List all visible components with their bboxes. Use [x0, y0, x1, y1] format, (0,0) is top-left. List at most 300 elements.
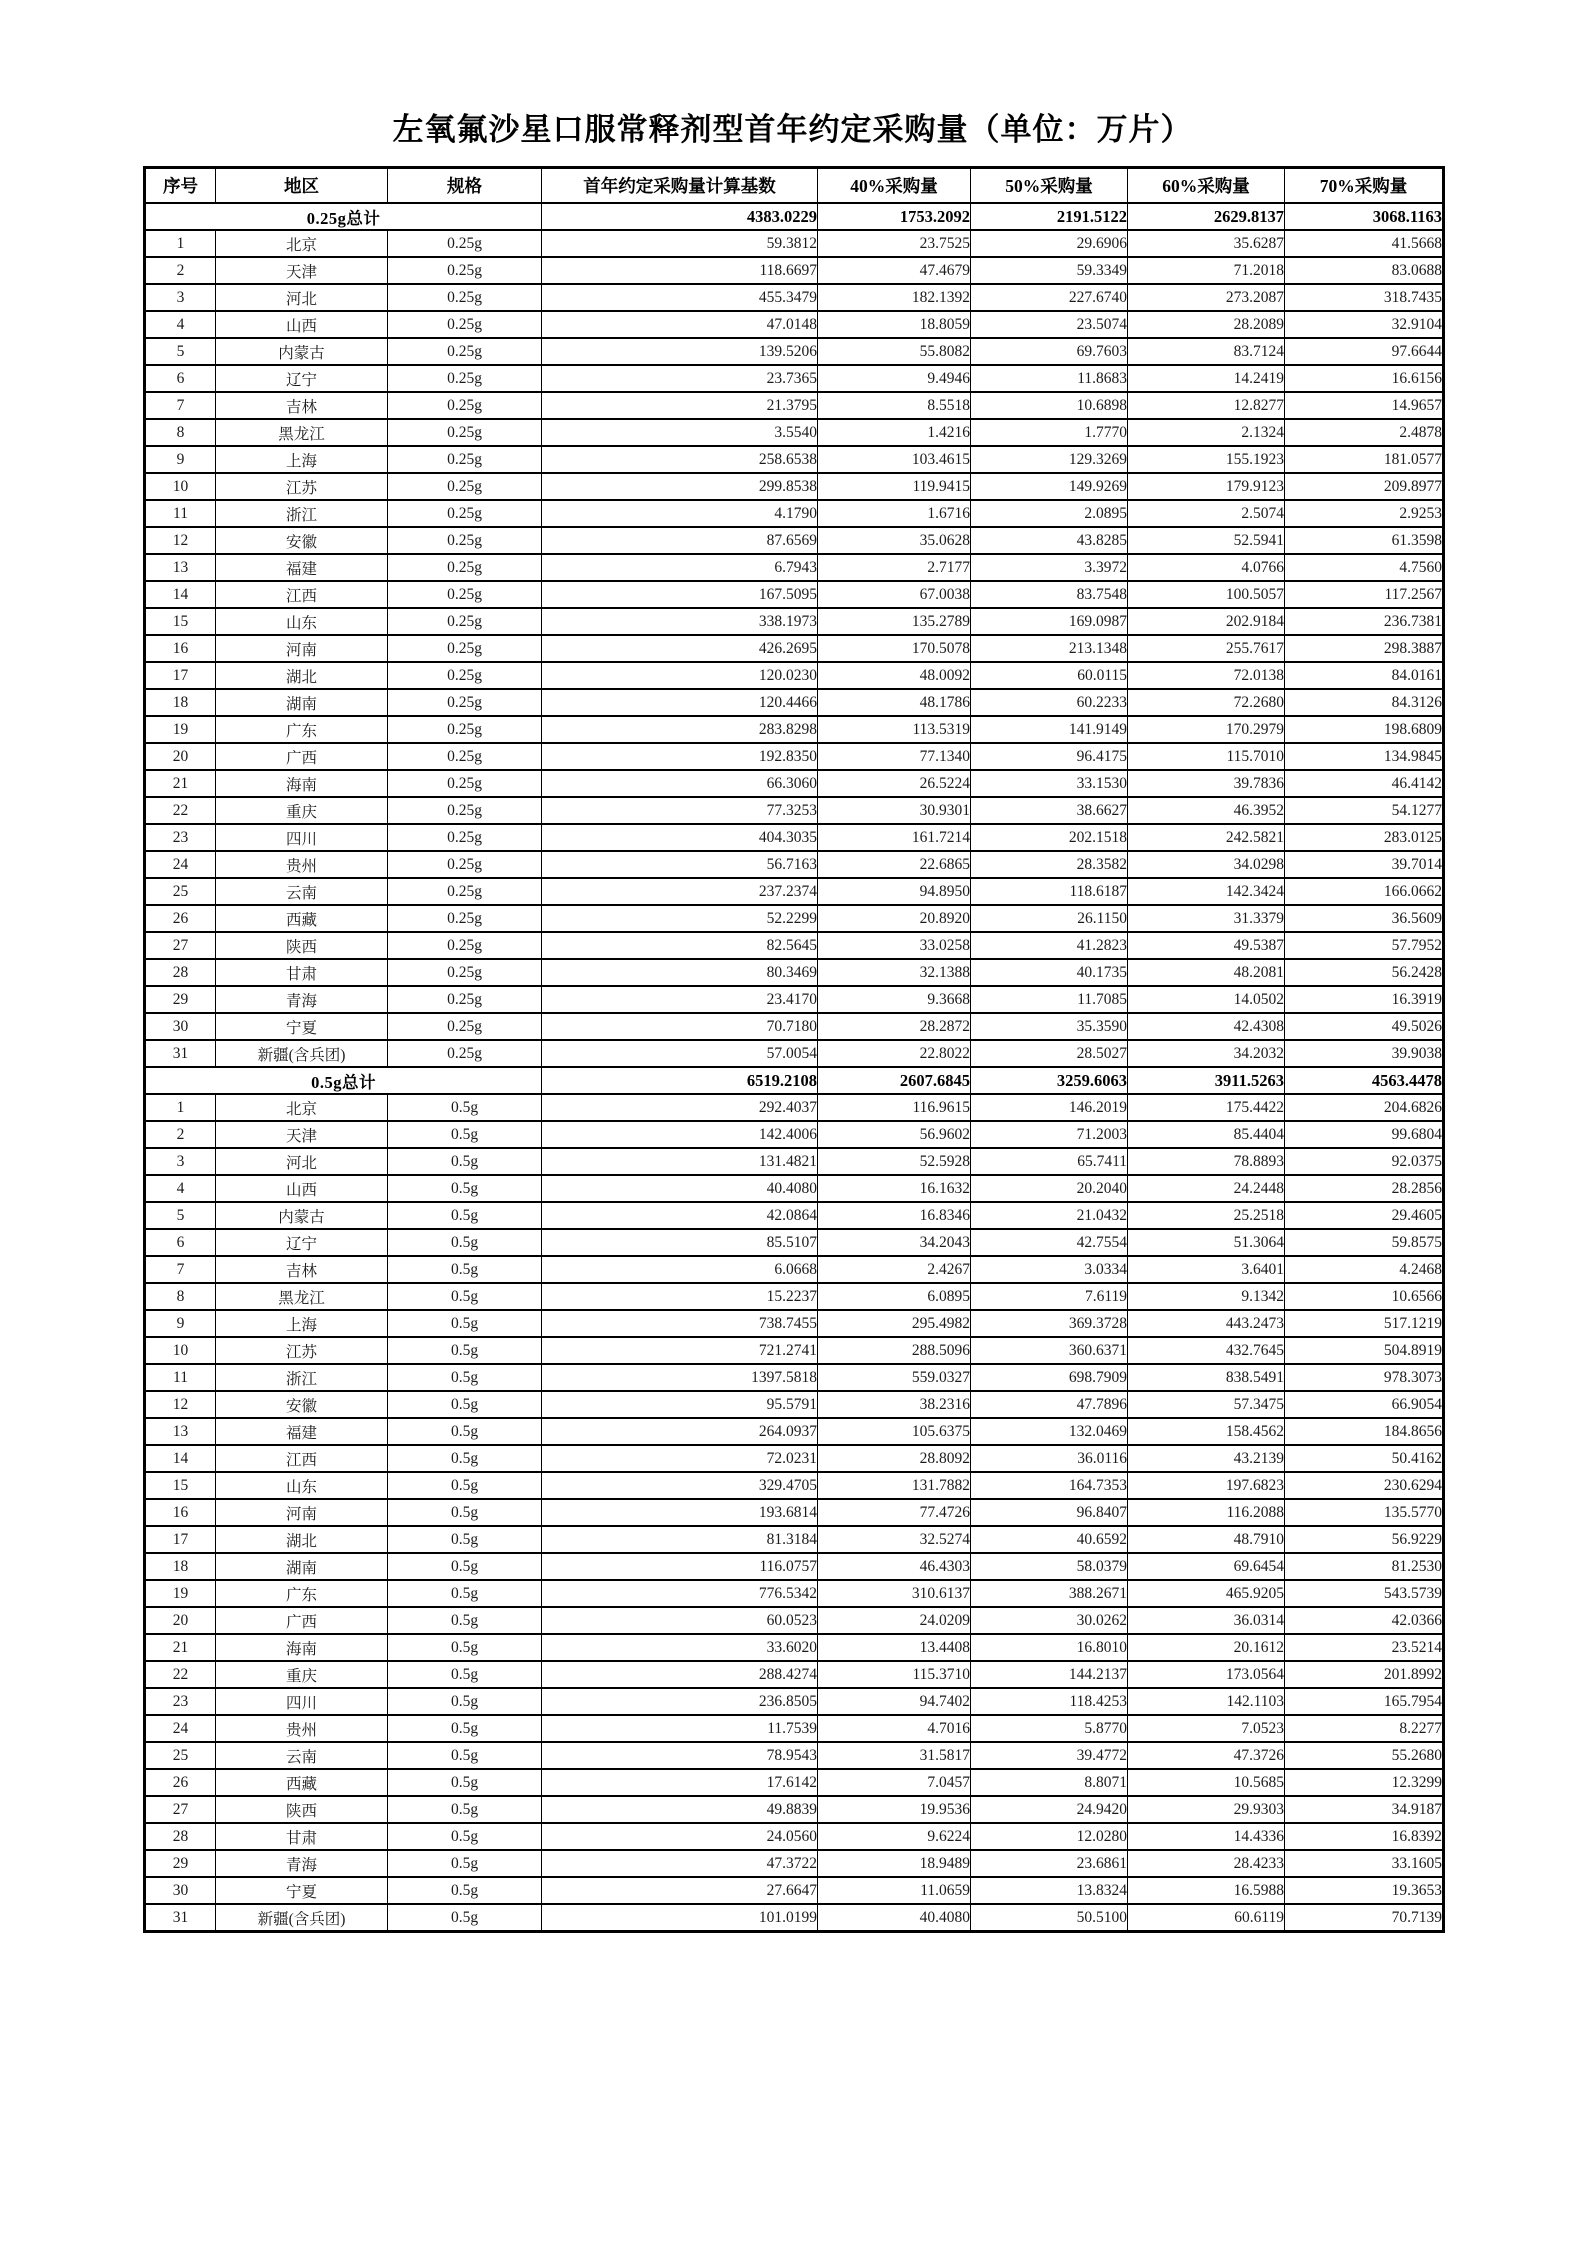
volume-40-cell: 47.4679 [818, 257, 971, 284]
row-index-cell: 7 [145, 1256, 216, 1283]
column-header: 40%采购量 [818, 168, 971, 204]
volume-60-cell: 85.4404 [1128, 1121, 1285, 1148]
volume-40-cell: 77.1340 [818, 743, 971, 770]
spec-cell: 0.25g [388, 689, 542, 716]
volume-70-cell: 230.6294 [1285, 1472, 1444, 1499]
volume-50-cell: 47.7896 [971, 1391, 1128, 1418]
row-index-cell: 31 [145, 1904, 216, 1932]
volume-50-cell: 30.0262 [971, 1607, 1128, 1634]
spec-cell: 0.5g [388, 1499, 542, 1526]
volume-60-cell: 78.8893 [1128, 1148, 1285, 1175]
volume-40-cell: 116.9615 [818, 1094, 971, 1121]
region-cell: 宁夏 [216, 1013, 388, 1040]
volume-60-cell: 52.5941 [1128, 527, 1285, 554]
table-row [145, 1715, 1444, 1742]
row-index-cell: 20 [145, 1607, 216, 1634]
base-volume-cell: 192.8350 [542, 743, 818, 770]
spec-cell: 0.5g [388, 1337, 542, 1364]
spec-cell: 0.25g [388, 338, 542, 365]
spec-cell: 0.5g [388, 1877, 542, 1904]
volume-40-cell: 105.6375 [818, 1418, 971, 1445]
row-index-cell: 1 [145, 230, 216, 257]
region-cell: 黑龙江 [216, 1283, 388, 1310]
volume-60-cell: 69.6454 [1128, 1553, 1285, 1580]
base-volume-cell: 3.5540 [542, 419, 818, 446]
base-volume-cell: 299.8538 [542, 473, 818, 500]
table-row [145, 932, 1444, 959]
volume-40-cell: 1.4216 [818, 419, 971, 446]
volume-70-cell: 543.5739 [1285, 1580, 1444, 1607]
volume-50-cell: 16.8010 [971, 1634, 1128, 1661]
volume-70-cell: 504.8919 [1285, 1337, 1444, 1364]
volume-70-cell: 36.5609 [1285, 905, 1444, 932]
row-index-cell: 4 [145, 1175, 216, 1202]
volume-50-cell: 42.7554 [971, 1229, 1128, 1256]
volume-50-cell: 20.2040 [971, 1175, 1128, 1202]
volume-50-cell: 213.1348 [971, 635, 1128, 662]
volume-50-cell: 146.2019 [971, 1094, 1128, 1121]
volume-70-cell: 236.7381 [1285, 608, 1444, 635]
volume-40-cell: 23.7525 [818, 230, 971, 257]
region-cell: 青海 [216, 1850, 388, 1877]
region-cell: 海南 [216, 1634, 388, 1661]
spec-cell: 0.5g [388, 1202, 542, 1229]
volume-50-cell: 12.0280 [971, 1823, 1128, 1850]
volume-40-cell: 182.1392 [818, 284, 971, 311]
table-row [145, 878, 1444, 905]
base-volume-cell: 78.9543 [542, 1742, 818, 1769]
column-header: 50%采购量 [971, 168, 1128, 204]
table-row [145, 1445, 1444, 1472]
region-cell: 四川 [216, 824, 388, 851]
region-cell: 内蒙古 [216, 338, 388, 365]
volume-60-cell: 28.2089 [1128, 311, 1285, 338]
volume-70-cell: 204.6826 [1285, 1094, 1444, 1121]
volume-60-cell: 9.1342 [1128, 1283, 1285, 1310]
base-volume-cell: 15.2237 [542, 1283, 818, 1310]
volume-70-cell: 83.0688 [1285, 257, 1444, 284]
volume-50-cell: 60.2233 [971, 689, 1128, 716]
volume-70-cell: 16.6156 [1285, 365, 1444, 392]
row-index-cell: 8 [145, 419, 216, 446]
volume-70-cell: 55.2680 [1285, 1742, 1444, 1769]
region-cell: 安徽 [216, 527, 388, 554]
volume-60-cell: 34.0298 [1128, 851, 1285, 878]
volume-60-cell: 242.5821 [1128, 824, 1285, 851]
spec-cell: 0.25g [388, 878, 542, 905]
region-cell: 吉林 [216, 392, 388, 419]
spec-cell: 0.25g [388, 473, 542, 500]
volume-70-cell: 97.6644 [1285, 338, 1444, 365]
region-cell: 山西 [216, 311, 388, 338]
volume-60-cell: 2.5074 [1128, 500, 1285, 527]
region-cell: 江西 [216, 1445, 388, 1472]
volume-60-cell: 14.4336 [1128, 1823, 1285, 1850]
spec-cell: 0.25g [388, 284, 542, 311]
base-volume-cell: 6.0668 [542, 1256, 818, 1283]
region-cell: 重庆 [216, 797, 388, 824]
volume-60-cell: 14.2419 [1128, 365, 1285, 392]
volume-40-cell: 38.2316 [818, 1391, 971, 1418]
volume-70-cell: 201.8992 [1285, 1661, 1444, 1688]
spec-cell: 0.25g [388, 446, 542, 473]
table-row [145, 527, 1444, 554]
volume-60-cell: 273.2087 [1128, 284, 1285, 311]
table-row [145, 662, 1444, 689]
volume-50-cell: 71.2003 [971, 1121, 1128, 1148]
base-volume-cell: 56.7163 [542, 851, 818, 878]
spec-cell: 0.25g [388, 770, 542, 797]
volume-70-cell: 57.7952 [1285, 932, 1444, 959]
section-total-value: 6519.2108 [542, 1067, 818, 1094]
base-volume-cell: 66.3060 [542, 770, 818, 797]
base-volume-cell: 426.2695 [542, 635, 818, 662]
row-index-cell: 6 [145, 1229, 216, 1256]
table-row [145, 554, 1444, 581]
spec-cell: 0.25g [388, 1040, 542, 1067]
volume-70-cell: 2.9253 [1285, 500, 1444, 527]
column-header: 70%采购量 [1285, 168, 1444, 204]
table-row [145, 1499, 1444, 1526]
table-row [145, 959, 1444, 986]
row-index-cell: 26 [145, 1769, 216, 1796]
spec-cell: 0.5g [388, 1121, 542, 1148]
volume-70-cell: 99.6804 [1285, 1121, 1444, 1148]
base-volume-cell: 11.7539 [542, 1715, 818, 1742]
table-row [145, 1796, 1444, 1823]
row-index-cell: 25 [145, 878, 216, 905]
volume-50-cell: 164.7353 [971, 1472, 1128, 1499]
volume-50-cell: 2.0895 [971, 500, 1128, 527]
spec-cell: 0.25g [388, 905, 542, 932]
volume-70-cell: 84.0161 [1285, 662, 1444, 689]
volume-50-cell: 36.0116 [971, 1445, 1128, 1472]
volume-50-cell: 23.5074 [971, 311, 1128, 338]
spec-cell: 0.25g [388, 419, 542, 446]
spec-cell: 0.5g [388, 1850, 542, 1877]
volume-40-cell: 48.1786 [818, 689, 971, 716]
volume-40-cell: 32.1388 [818, 959, 971, 986]
volume-50-cell: 58.0379 [971, 1553, 1128, 1580]
row-index-cell: 3 [145, 284, 216, 311]
volume-50-cell: 11.7085 [971, 986, 1128, 1013]
volume-70-cell: 198.6809 [1285, 716, 1444, 743]
volume-40-cell: 119.9415 [818, 473, 971, 500]
row-index-cell: 15 [145, 608, 216, 635]
volume-50-cell: 65.7411 [971, 1148, 1128, 1175]
row-index-cell: 19 [145, 716, 216, 743]
volume-70-cell: 978.3073 [1285, 1364, 1444, 1391]
spec-cell: 0.25g [388, 797, 542, 824]
row-index-cell: 17 [145, 662, 216, 689]
volume-40-cell: 94.8950 [818, 878, 971, 905]
base-volume-cell: 60.0523 [542, 1607, 818, 1634]
table-row [145, 1823, 1444, 1850]
table-row [145, 1742, 1444, 1769]
region-cell: 江西 [216, 581, 388, 608]
row-index-cell: 1 [145, 1094, 216, 1121]
volume-50-cell: 11.8683 [971, 365, 1128, 392]
volume-50-cell: 29.6906 [971, 230, 1128, 257]
volume-40-cell: 161.7214 [818, 824, 971, 851]
volume-40-cell: 2.7177 [818, 554, 971, 581]
region-cell: 辽宁 [216, 1229, 388, 1256]
volume-40-cell: 55.8082 [818, 338, 971, 365]
base-volume-cell: 52.2299 [542, 905, 818, 932]
volume-50-cell: 35.3590 [971, 1013, 1128, 1040]
volume-50-cell: 38.6627 [971, 797, 1128, 824]
volume-70-cell: 34.9187 [1285, 1796, 1444, 1823]
volume-50-cell: 59.3349 [971, 257, 1128, 284]
region-cell: 湖南 [216, 689, 388, 716]
region-cell: 安徽 [216, 1391, 388, 1418]
section-total-value: 4563.4478 [1285, 1067, 1444, 1094]
volume-50-cell: 69.7603 [971, 338, 1128, 365]
volume-50-cell: 141.9149 [971, 716, 1128, 743]
volume-70-cell: 54.1277 [1285, 797, 1444, 824]
row-index-cell: 14 [145, 1445, 216, 1472]
table-row [145, 284, 1444, 311]
volume-60-cell: 71.2018 [1128, 257, 1285, 284]
volume-40-cell: 26.5224 [818, 770, 971, 797]
volume-40-cell: 9.4946 [818, 365, 971, 392]
base-volume-cell: 81.3184 [542, 1526, 818, 1553]
table-row [145, 1040, 1444, 1067]
spec-cell: 0.5g [388, 1310, 542, 1337]
volume-60-cell: 255.7617 [1128, 635, 1285, 662]
spec-cell: 0.25g [388, 743, 542, 770]
volume-50-cell: 33.1530 [971, 770, 1128, 797]
table-row [145, 1580, 1444, 1607]
volume-60-cell: 31.3379 [1128, 905, 1285, 932]
volume-40-cell: 113.5319 [818, 716, 971, 743]
table-row [145, 1688, 1444, 1715]
row-index-cell: 16 [145, 1499, 216, 1526]
spec-cell: 0.5g [388, 1445, 542, 1472]
volume-60-cell: 29.9303 [1128, 1796, 1285, 1823]
spec-cell: 0.5g [388, 1634, 542, 1661]
volume-70-cell: 184.8656 [1285, 1418, 1444, 1445]
row-index-cell: 22 [145, 797, 216, 824]
volume-50-cell: 129.3269 [971, 446, 1128, 473]
section-total-value: 2191.5122 [971, 203, 1128, 230]
spec-cell: 0.25g [388, 527, 542, 554]
base-volume-cell: 70.7180 [542, 1013, 818, 1040]
table-row [145, 473, 1444, 500]
volume-60-cell: 170.2979 [1128, 716, 1285, 743]
spec-cell: 0.5g [388, 1796, 542, 1823]
base-volume-cell: 24.0560 [542, 1823, 818, 1850]
volume-60-cell: 158.4562 [1128, 1418, 1285, 1445]
base-volume-cell: 85.5107 [542, 1229, 818, 1256]
volume-70-cell: 61.3598 [1285, 527, 1444, 554]
volume-60-cell: 4.0766 [1128, 554, 1285, 581]
base-volume-cell: 236.8505 [542, 1688, 818, 1715]
table-row [145, 1391, 1444, 1418]
region-cell: 新疆(含兵团) [216, 1040, 388, 1067]
spec-cell: 0.5g [388, 1148, 542, 1175]
volume-70-cell: 19.3653 [1285, 1877, 1444, 1904]
volume-70-cell: 23.5214 [1285, 1634, 1444, 1661]
table-row [145, 1202, 1444, 1229]
volume-60-cell: 12.8277 [1128, 392, 1285, 419]
row-index-cell: 20 [145, 743, 216, 770]
row-index-cell: 12 [145, 1391, 216, 1418]
row-index-cell: 14 [145, 581, 216, 608]
volume-70-cell: 8.2277 [1285, 1715, 1444, 1742]
section-total-row [145, 203, 1444, 230]
volume-40-cell: 52.5928 [818, 1148, 971, 1175]
table-row [145, 1877, 1444, 1904]
table-row [145, 1553, 1444, 1580]
volume-50-cell: 21.0432 [971, 1202, 1128, 1229]
table-row [145, 905, 1444, 932]
base-volume-cell: 131.4821 [542, 1148, 818, 1175]
row-index-cell: 23 [145, 824, 216, 851]
spec-cell: 0.5g [388, 1391, 542, 1418]
spec-cell: 0.25g [388, 716, 542, 743]
base-volume-cell: 193.6814 [542, 1499, 818, 1526]
region-cell: 云南 [216, 1742, 388, 1769]
region-cell: 湖北 [216, 662, 388, 689]
table-row [145, 230, 1444, 257]
volume-50-cell: 96.8407 [971, 1499, 1128, 1526]
spec-cell: 0.5g [388, 1553, 542, 1580]
region-cell: 新疆(含兵团) [216, 1904, 388, 1932]
volume-50-cell: 5.8770 [971, 1715, 1128, 1742]
volume-70-cell: 56.9229 [1285, 1526, 1444, 1553]
spec-cell: 0.5g [388, 1526, 542, 1553]
table-row [145, 608, 1444, 635]
row-index-cell: 10 [145, 1337, 216, 1364]
base-volume-cell: 237.2374 [542, 878, 818, 905]
table-row [145, 1310, 1444, 1337]
section-total-value: 4383.0229 [542, 203, 818, 230]
base-volume-cell: 80.3469 [542, 959, 818, 986]
column-header: 60%采购量 [1128, 168, 1285, 204]
base-volume-cell: 21.3795 [542, 392, 818, 419]
volume-50-cell: 23.6861 [971, 1850, 1128, 1877]
table-row [145, 1850, 1444, 1877]
base-volume-cell: 47.3722 [542, 1850, 818, 1877]
spec-cell: 0.25g [388, 608, 542, 635]
volume-40-cell: 20.8920 [818, 905, 971, 932]
table-row [145, 365, 1444, 392]
volume-50-cell: 39.4772 [971, 1742, 1128, 1769]
spec-cell: 0.5g [388, 1904, 542, 1932]
base-volume-cell: 288.4274 [542, 1661, 818, 1688]
region-cell: 湖南 [216, 1553, 388, 1580]
table-row [145, 1256, 1444, 1283]
row-index-cell: 28 [145, 959, 216, 986]
table-row [145, 1634, 1444, 1661]
base-volume-cell: 120.0230 [542, 662, 818, 689]
row-index-cell: 28 [145, 1823, 216, 1850]
region-cell: 广西 [216, 1607, 388, 1634]
region-cell: 福建 [216, 1418, 388, 1445]
table-row [145, 824, 1444, 851]
base-volume-cell: 167.5095 [542, 581, 818, 608]
volume-40-cell: 28.2872 [818, 1013, 971, 1040]
region-cell: 内蒙古 [216, 1202, 388, 1229]
region-cell: 北京 [216, 1094, 388, 1121]
row-index-cell: 21 [145, 1634, 216, 1661]
table-row [145, 1175, 1444, 1202]
volume-70-cell: 29.4605 [1285, 1202, 1444, 1229]
volume-60-cell: 142.1103 [1128, 1688, 1285, 1715]
table-row [145, 1472, 1444, 1499]
volume-50-cell: 13.8324 [971, 1877, 1128, 1904]
volume-60-cell: 34.2032 [1128, 1040, 1285, 1067]
spec-cell: 0.5g [388, 1769, 542, 1796]
volume-70-cell: 39.9038 [1285, 1040, 1444, 1067]
spec-cell: 0.5g [388, 1364, 542, 1391]
volume-70-cell: 50.4162 [1285, 1445, 1444, 1472]
volume-60-cell: 175.4422 [1128, 1094, 1285, 1121]
row-index-cell: 19 [145, 1580, 216, 1607]
base-volume-cell: 738.7455 [542, 1310, 818, 1337]
volume-40-cell: 2.4267 [818, 1256, 971, 1283]
table-row [145, 770, 1444, 797]
table-row [145, 1661, 1444, 1688]
base-volume-cell: 1397.5818 [542, 1364, 818, 1391]
region-cell: 贵州 [216, 851, 388, 878]
row-index-cell: 18 [145, 689, 216, 716]
row-index-cell: 31 [145, 1040, 216, 1067]
page-title: 左氧氟沙星口服常释剂型首年约定采购量（单位：万片） [392, 112, 1193, 147]
volume-70-cell: 283.0125 [1285, 824, 1444, 851]
region-cell: 上海 [216, 1310, 388, 1337]
table-row [145, 797, 1444, 824]
spec-cell: 0.25g [388, 581, 542, 608]
volume-70-cell: 10.6566 [1285, 1283, 1444, 1310]
table-row [145, 1094, 1444, 1121]
table-row [145, 851, 1444, 878]
table-row [145, 1337, 1444, 1364]
volume-50-cell: 28.3582 [971, 851, 1128, 878]
volume-60-cell: 48.2081 [1128, 959, 1285, 986]
volume-60-cell: 46.3952 [1128, 797, 1285, 824]
table-row [145, 338, 1444, 365]
volume-40-cell: 28.8092 [818, 1445, 971, 1472]
volume-70-cell: 56.2428 [1285, 959, 1444, 986]
volume-60-cell: 179.9123 [1128, 473, 1285, 500]
volume-40-cell: 135.2789 [818, 608, 971, 635]
volume-70-cell: 16.8392 [1285, 1823, 1444, 1850]
volume-60-cell: 155.1923 [1128, 446, 1285, 473]
region-cell: 辽宁 [216, 365, 388, 392]
row-index-cell: 4 [145, 311, 216, 338]
volume-40-cell: 4.7016 [818, 1715, 971, 1742]
row-index-cell: 15 [145, 1472, 216, 1499]
region-cell: 天津 [216, 1121, 388, 1148]
table-row [145, 392, 1444, 419]
base-volume-cell: 40.4080 [542, 1175, 818, 1202]
base-volume-cell: 49.8839 [542, 1796, 818, 1823]
row-index-cell: 26 [145, 905, 216, 932]
volume-50-cell: 50.5100 [971, 1904, 1128, 1932]
volume-50-cell: 43.8285 [971, 527, 1128, 554]
base-volume-cell: 47.0148 [542, 311, 818, 338]
volume-70-cell: 92.0375 [1285, 1148, 1444, 1175]
volume-70-cell: 134.9845 [1285, 743, 1444, 770]
volume-70-cell: 4.2468 [1285, 1256, 1444, 1283]
volume-40-cell: 33.0258 [818, 932, 971, 959]
spec-cell: 0.5g [388, 1661, 542, 1688]
volume-70-cell: 59.8575 [1285, 1229, 1444, 1256]
region-cell: 江苏 [216, 1337, 388, 1364]
volume-50-cell: 169.0987 [971, 608, 1128, 635]
